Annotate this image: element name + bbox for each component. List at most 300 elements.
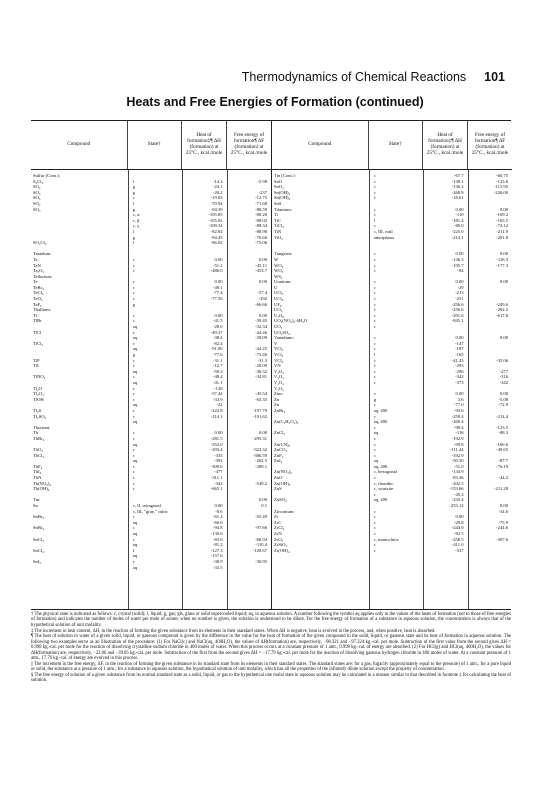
table-cell: TlCl [33,329,42,335]
table-cell: c [132,340,135,346]
table-cell: c [373,413,376,419]
table-cell: c [132,558,135,564]
table-cell: -50.50 [451,458,464,464]
table-cell: -0.6 [215,508,223,514]
table-cell: Zn(OH)₂ [274,480,291,486]
table-cell: -22 [216,402,223,408]
table-cell: -214.1 [210,413,223,419]
table-cell: -165.5 [496,217,509,223]
table-cell: -251 [455,296,464,302]
table-cell: aq [132,324,138,330]
table-cell: -165 [455,352,464,357]
table-cell: TaN [33,262,41,268]
table-cell: c [373,491,376,497]
table-cell: -109.34 [208,223,223,229]
table-cell: -123.6 [496,178,509,184]
table-cell: -48.4 [212,374,223,380]
table-cell: -211.9 [496,228,509,234]
table-cell: c [373,184,376,190]
table-cell: Zn(CN)₂ [274,441,291,447]
table-cell: -268.9 [451,189,464,195]
table-cell: ZnCl₂ [274,430,286,436]
table-cell: 0.00 [258,256,268,262]
table-cell: -211.28 [494,486,509,492]
table-cell: -289.1 [255,463,268,469]
table-cell: -5.98 [257,178,268,184]
table-cell: -20.2 [212,189,223,195]
table-cell: ZnI₂ [274,458,283,464]
table-cell: -14.2 [212,178,223,184]
table-cell: -70.94 [210,200,223,206]
table-cell: -214.1 [451,234,464,240]
table-cell: -91.00 [210,346,223,352]
table-cell: c [373,290,376,296]
table-cell: c [132,262,135,268]
table-cell: -55.49 [255,514,268,520]
table-cell: -202.5 [451,480,464,486]
table-cell: -99.4 [453,424,464,430]
table-cell: -76.66 [255,234,268,240]
table-cell: -81.2 [212,542,223,548]
table-cell: -31.3 [257,357,268,363]
table-cell: c [373,368,376,374]
table-cell: -130.6 [210,531,223,536]
table-cell: 0.00 [499,251,509,257]
table-cell: -153.66 [449,486,464,492]
table-cell: -12.7 [212,363,223,369]
table-cell: -269.4 [451,419,464,425]
table-cell: VN [274,363,281,369]
table-cell: -86.02 [210,240,223,246]
table-cell: Th(OH)₄ [33,486,50,492]
table-cell: Zn [274,396,280,402]
table-cell: -77.4 [212,290,223,296]
table-cell: Zn [274,402,280,408]
table-cell: 0.00 [455,514,464,520]
compound-column [272,170,370,609]
table-cell: c [373,206,376,212]
table-cell: ZnCO₃ [274,447,288,453]
table-cell: Tl [33,312,38,318]
table-cell: VCl₃ [274,352,284,357]
running-title: Thermodynamics of Chemical Reactions [241,70,467,84]
table-cell: aq [132,458,138,464]
table-cell: g [132,184,136,190]
table-cell: -128 [214,385,223,391]
table-cell: c [132,363,135,369]
table-cell: -486.0 [210,268,223,274]
footnote: ¶ The heat of solution in water of a given solid, liquid, or gaseous compound is given by the difference in the value for the heat of formation of the given compound in the solid, liquid, or gaseous state and its heat of formation in aqueous solution. The following two examples serve as an illustration of the procedure: (1) For NaCl(c) and NaCl(aq, 400H₂O), the values of ΔH(formation) are, respectively, −98.321 and −97.324 kg.-cal. per mole. Subtraction of the first value from the second gives ΔH = 0.998 kg.-cal. per mole for the reaction of dissolving crystalline sodium chloride in 400 moles of water. When this process occurs at a constant pressure of 1 atm., 0.998 kg.-cal. of energy are absorbed. (2) For HCl(g) and HCl(aq, 400H₂O), the values for ΔH(formation) are, respectively, −22.06 and −39.85 kg.-cal. per mole. Subtraction of the first from the second gives ΔH = −17.79 kg.-cal. per mole for the reaction of dissolving gaseous hydrogen chloride in 400 moles of water. At a constant pressure of 1 atm., 17.79 kg.-cal. of energy are evolved in this process. [31,634,511,662]
table-cell: -262.5 [255,458,268,464]
table-cell: c [373,268,376,274]
table-cell: -259.4 [451,413,464,419]
table-cell: -225.0 [451,228,464,234]
table-cell: Zn(C₂H₃O₂)₂ [274,419,299,425]
table-cell: Tin (Cont.): [274,173,296,178]
table-cell: ThN [33,475,42,481]
table-cell: -38.9 [212,558,223,564]
table-cell: c [373,357,376,363]
table-cell: -337 [455,547,464,553]
table-cell: c [132,486,135,492]
table-cell: c [373,307,376,313]
header-compound: Compound [31,121,128,169]
table-cell: c [373,296,376,302]
formation-table [31,120,511,610]
table-cell: c [132,407,135,413]
table-cell: -38.4 [212,335,223,341]
state-column [129,170,183,609]
table-cell: -19.83 [210,195,223,201]
table-cell: -57.44 [210,391,223,397]
table-cell: -138.1 [451,178,464,184]
table-cell: aq [132,346,138,352]
table-cell: Zr(OH)₄ [274,547,290,553]
table-cell: UO₂(NO₃)₂·6H₂O [274,318,308,324]
table-cell: Zirconium: [274,508,295,514]
table-cell: TiC [274,217,281,223]
table-cell: -281.5 [210,435,223,441]
table-cell: ZnSO₄ [274,497,287,503]
header-compound: Compound [272,121,369,169]
table-cell: -392 [214,458,223,464]
table-cell: -214.4 [496,413,509,419]
table-cell: c, III, rutil [373,228,393,234]
table-cell: -5.08 [498,396,509,402]
table-cell: aq [132,542,138,548]
table-cell: -32.34 [255,324,268,330]
table-cell: -845.1 [451,318,464,324]
table-cell: 0.00 [455,391,464,397]
table-cell: -335 [214,452,223,458]
table-cell: TlBr [33,318,42,324]
table-cell: -34.6 [498,508,509,514]
table-cell: ZrO₂ [274,536,284,542]
table-cell: -93.6 [453,407,464,413]
table-cell: -41.5 [212,318,223,324]
table-cell: -549.2 [255,480,268,486]
table-cell: V₂O₅ [274,385,284,391]
footnote: ‡ The increment in heat content, ΔH, in the reaction of forming the given substance from its elements in their standard states. When ΔH is negative, heat is evolved in the process, and, when positive, heat is absorbed. [31,628,436,634]
table-cell: TlF [33,357,40,363]
table-cell: SnBr₂ [33,514,45,520]
table-cell: aq [132,564,138,570]
table-cell: 0.1 [261,503,268,509]
table-cell: -296 [455,368,464,374]
table-cell: -373 [455,379,464,385]
table-cell: c [373,391,376,397]
table-cell: -277 [499,368,509,374]
table-cell: ZnS [274,486,282,492]
table-cell: 0.00 [455,335,464,341]
table-cell: V₂O₃ [274,374,284,380]
table-body [31,170,271,609]
table-cell: aq [132,402,138,408]
table-cell: -177.3 [496,262,509,268]
table-cell: 0.00 [455,206,464,212]
table-cell: Tl₂O₃ [33,391,44,397]
table-cell: c [132,357,135,363]
table-cell: -94.39 [210,206,223,212]
table-cell: -222.8 [210,407,223,413]
table-cell: ZrCl₄ [274,525,285,531]
table-cell: l [132,178,135,184]
table-cell: ZrN [274,531,282,536]
page-header [205,70,505,84]
table-cell: -80.0 [453,223,464,229]
table-cell: -60.6 [212,519,223,525]
table-cell: -49.37 [210,329,223,335]
table-cell: -192.9 [451,435,464,441]
table-cell: c [373,340,376,346]
table-cell: -88.3 [498,430,509,436]
table-cell: l [373,217,376,223]
table-cell: 0.00 [214,503,223,509]
page-number: 101 [484,70,505,84]
table-cell: -12.75 [255,195,268,201]
table-cell: -244.0 [451,525,464,531]
footnote: || The increment in the free energy, ΔF, in the reaction of forming the given substance in its standard state from its elements in their standard states. The standard states are: for a gas, fugacity (approximately equal to the pressure) of 1 atm.; for a pure liquid or solid, the substance at a pressure of 1 atm.; for a substance in aqueous solution, the hypothetical solution of unit molality, which has all the properties of the infinitely dilute solution except the property of concentration. [31,661,511,673]
table-cell: TiCl₄ [274,223,284,229]
table-cell: -49.65 [496,447,509,453]
table-cell: -88.59 [255,206,268,212]
table-cell: -44.46 [255,329,268,335]
table-cell [469,542,512,548]
table-cell: -187 [455,346,464,352]
table-cell: c [132,329,135,335]
table-cell: -309.6 [210,463,223,469]
table-cell: c [373,212,376,218]
table-cell: V [274,340,278,346]
table-cell: -84 [457,268,464,274]
table-cell: -51.0 [453,463,464,469]
table-cell: c, β [132,217,140,223]
table-cell: c, γ [132,223,140,229]
table-cell: c [132,447,135,453]
table-cell: TeCl₄ [33,290,44,296]
table-cell: Sn(OH)₂ [274,189,291,195]
table-cell: SO₂ [33,200,41,206]
table-cell: -352.0 [210,441,223,447]
table-cell: -34.81 [255,374,268,380]
table-cell: 0.00 [214,430,223,436]
table-cell: c [132,256,135,262]
table-cell: 0.00 [455,251,464,257]
table-cell: aq, 400 [373,419,388,425]
table-cell: -307.6 [496,536,509,542]
footnote: § The free energy of solution of a given substance from its normal standard state as a solid, liquid, or gas to the hypothetical one molal state in aqueous solution may be calculated in a manner similar to that described in footnote ‡ for calculating the heat of solution. [31,673,511,684]
table-cell: SO₂Cl₂ [33,240,47,246]
table-cell: c [373,424,376,430]
table-cell: UCl₃ [274,290,284,296]
table-cell [31,565,128,571]
table-cell: l [373,352,376,357]
table-cell: -157.6 [210,553,223,559]
table-cell: TlOH [33,396,44,402]
table-cell: c [132,385,135,391]
table-cell: SnBr₄ [33,525,45,531]
table-cell: -110 [455,212,464,218]
table-cell: aq [132,441,138,447]
table-cell: c [373,435,376,441]
table-cell: aq [132,335,138,341]
table-cell: -39.45 [255,318,268,324]
table-cell: TiN [274,228,282,234]
table-title: Heats and Free Energies of Formation (continued) [126,95,424,109]
table-cell: c [132,525,135,531]
table-cell: -49.1 [212,284,223,290]
table-cell: c [132,296,135,302]
table-cell: -24.1 [212,184,223,190]
table-cell: -105.82 [208,217,223,223]
table-cell: -44.25 [255,346,268,352]
table-cell: ZnBr₂ [274,407,286,413]
table-cell: SnO₂ [274,184,284,190]
header-free-energy: Free energy of formation¶ ΔF (formation) at 25°C., kcal./mole [230,132,268,156]
table-cell: Zn(NO₃)₂ [274,469,293,475]
table-cell: c, III, "gray," cubic [132,508,168,514]
table-cell: c [132,452,135,458]
table-cell: c [132,536,135,542]
table-cell: -28.0 [212,324,223,330]
table-cell: -665.1 [210,486,223,492]
table-cell: -411.0 [451,542,464,548]
table-cell: Tantalum: [33,251,52,257]
header-free-energy: Free energy of formation¶ ΔF (formation) at 25°C., kcal./mole [471,132,509,156]
table-cell: ZrSiO₄ [274,542,288,548]
table-cell: ThO₂ [33,447,44,453]
table-cell: WS₂ [274,273,283,279]
table-cell: -191.62 [252,413,268,419]
table-cell: -291.6 [451,312,464,318]
table-cell: ThCl₄ [33,452,45,458]
table-cell: -68.94 [255,536,268,542]
table-cell: c [132,480,135,486]
table-cell: -105.85 [208,212,223,218]
table-cell: -61.4 [212,514,223,520]
table-cell: c [373,256,376,262]
table-cell: -109.2 [496,212,509,218]
table-cell: -134.9 [451,469,464,475]
table-cell [228,565,271,571]
table-cell: WO₃ [274,268,284,274]
table-cell: aq [132,368,138,374]
table-cell: V₂O₄ [274,379,284,385]
table-cell: -181.4 [451,217,464,223]
table-cell: 0.00 [499,335,509,341]
table-cell: Te [33,279,38,285]
table-cell: -88.02 [255,217,268,223]
table-cell: c, hexagonal [373,469,397,475]
table-cell: ThI₄ [33,469,42,475]
table-cell: -41.1 [212,379,223,385]
table-cell: c [132,195,135,201]
table-cell: l [132,200,135,206]
table-cell: -51.2 [212,262,223,268]
table-cell: c [373,178,376,184]
table-cell: aq [132,419,138,425]
table-cell: -111.44 [449,447,464,453]
table-cell: amorphous [373,234,395,240]
table-cell: c [132,318,135,324]
table-cell: 0.00 [499,279,509,285]
table-body [272,170,512,609]
table-cell: 0.00 [258,497,268,503]
table-cell: c [132,413,135,419]
table-cell: c [373,284,376,290]
table-cell: c [373,262,376,268]
table-cell: -282.2 [496,307,509,313]
table-cell: Ta [33,256,38,262]
table-cell: c [373,195,376,201]
table-cell [272,553,369,559]
table-cell: -293 [455,363,464,369]
header-heat: Heat of formation‡¶ ΔH (formation) at 25°C., kcal./mole [182,121,227,169]
table-cell: -35.06 [496,357,509,363]
table-header [31,121,271,170]
table-cell: -128.67 [252,547,268,553]
table-cell: -295.31 [252,435,268,441]
table-cell: -453.7 [255,268,268,274]
table-cell: VCl₂ [274,346,284,352]
table-cell: c [373,531,376,536]
table-cell: UCl₄ [274,296,284,302]
table-cell: l [132,228,135,234]
table-cell: SnI₂ [33,558,41,564]
table-cell: -136.3 [451,256,464,262]
table-cell: c [132,391,135,397]
table-cell: -30.95 [255,558,268,564]
table-cell: -110.4 [255,542,268,548]
table-cell: -88.34 [255,223,268,229]
table-cell: aq [373,430,379,436]
table-cell: TeO₂ [33,296,43,302]
table-cell: -20.09 [255,363,268,369]
table-cell: -58.2 [212,368,223,374]
table-cell: ThF₄ [33,463,43,469]
table-cell: c [373,542,376,548]
table-cell: g [132,206,136,212]
table-cell: -73.46 [255,352,268,357]
table-cell: c [132,469,135,475]
table-cell: c [373,402,376,408]
table-cell: -253.12 [449,503,464,509]
table-cell: 3.6 [457,396,464,402]
table-cell: -82.5 [453,531,464,536]
table-cell: Zinc: [274,391,284,397]
table-cell: VCl₄ [274,357,284,363]
table-cell: 0.00 [258,279,268,285]
table-cell: -29 [457,284,464,290]
table-cell: -292 [258,296,268,302]
heat-column [424,170,468,609]
table-cell: -311.1 [210,475,223,481]
table-cell: -82.84 [210,228,223,234]
table-cell: -77.0 [453,402,464,408]
table-cell: c [132,268,135,274]
table-cell: -195.7 [451,262,464,268]
table-cell: -44.2 [498,475,509,481]
header-heat: Heat of formation‡¶ ΔH (formation) at 25°C., kcal./mole [423,121,468,169]
table-cell: -342 [455,374,464,380]
table-cell: -226.00 [493,189,509,195]
table-cell: c [132,284,135,290]
table-cell: -39.09 [255,335,268,341]
table-cell: 0.00 [499,391,509,397]
table-cell: c [132,435,135,441]
table-cell: g [373,396,377,402]
table-cell: 0.00 [499,503,509,509]
